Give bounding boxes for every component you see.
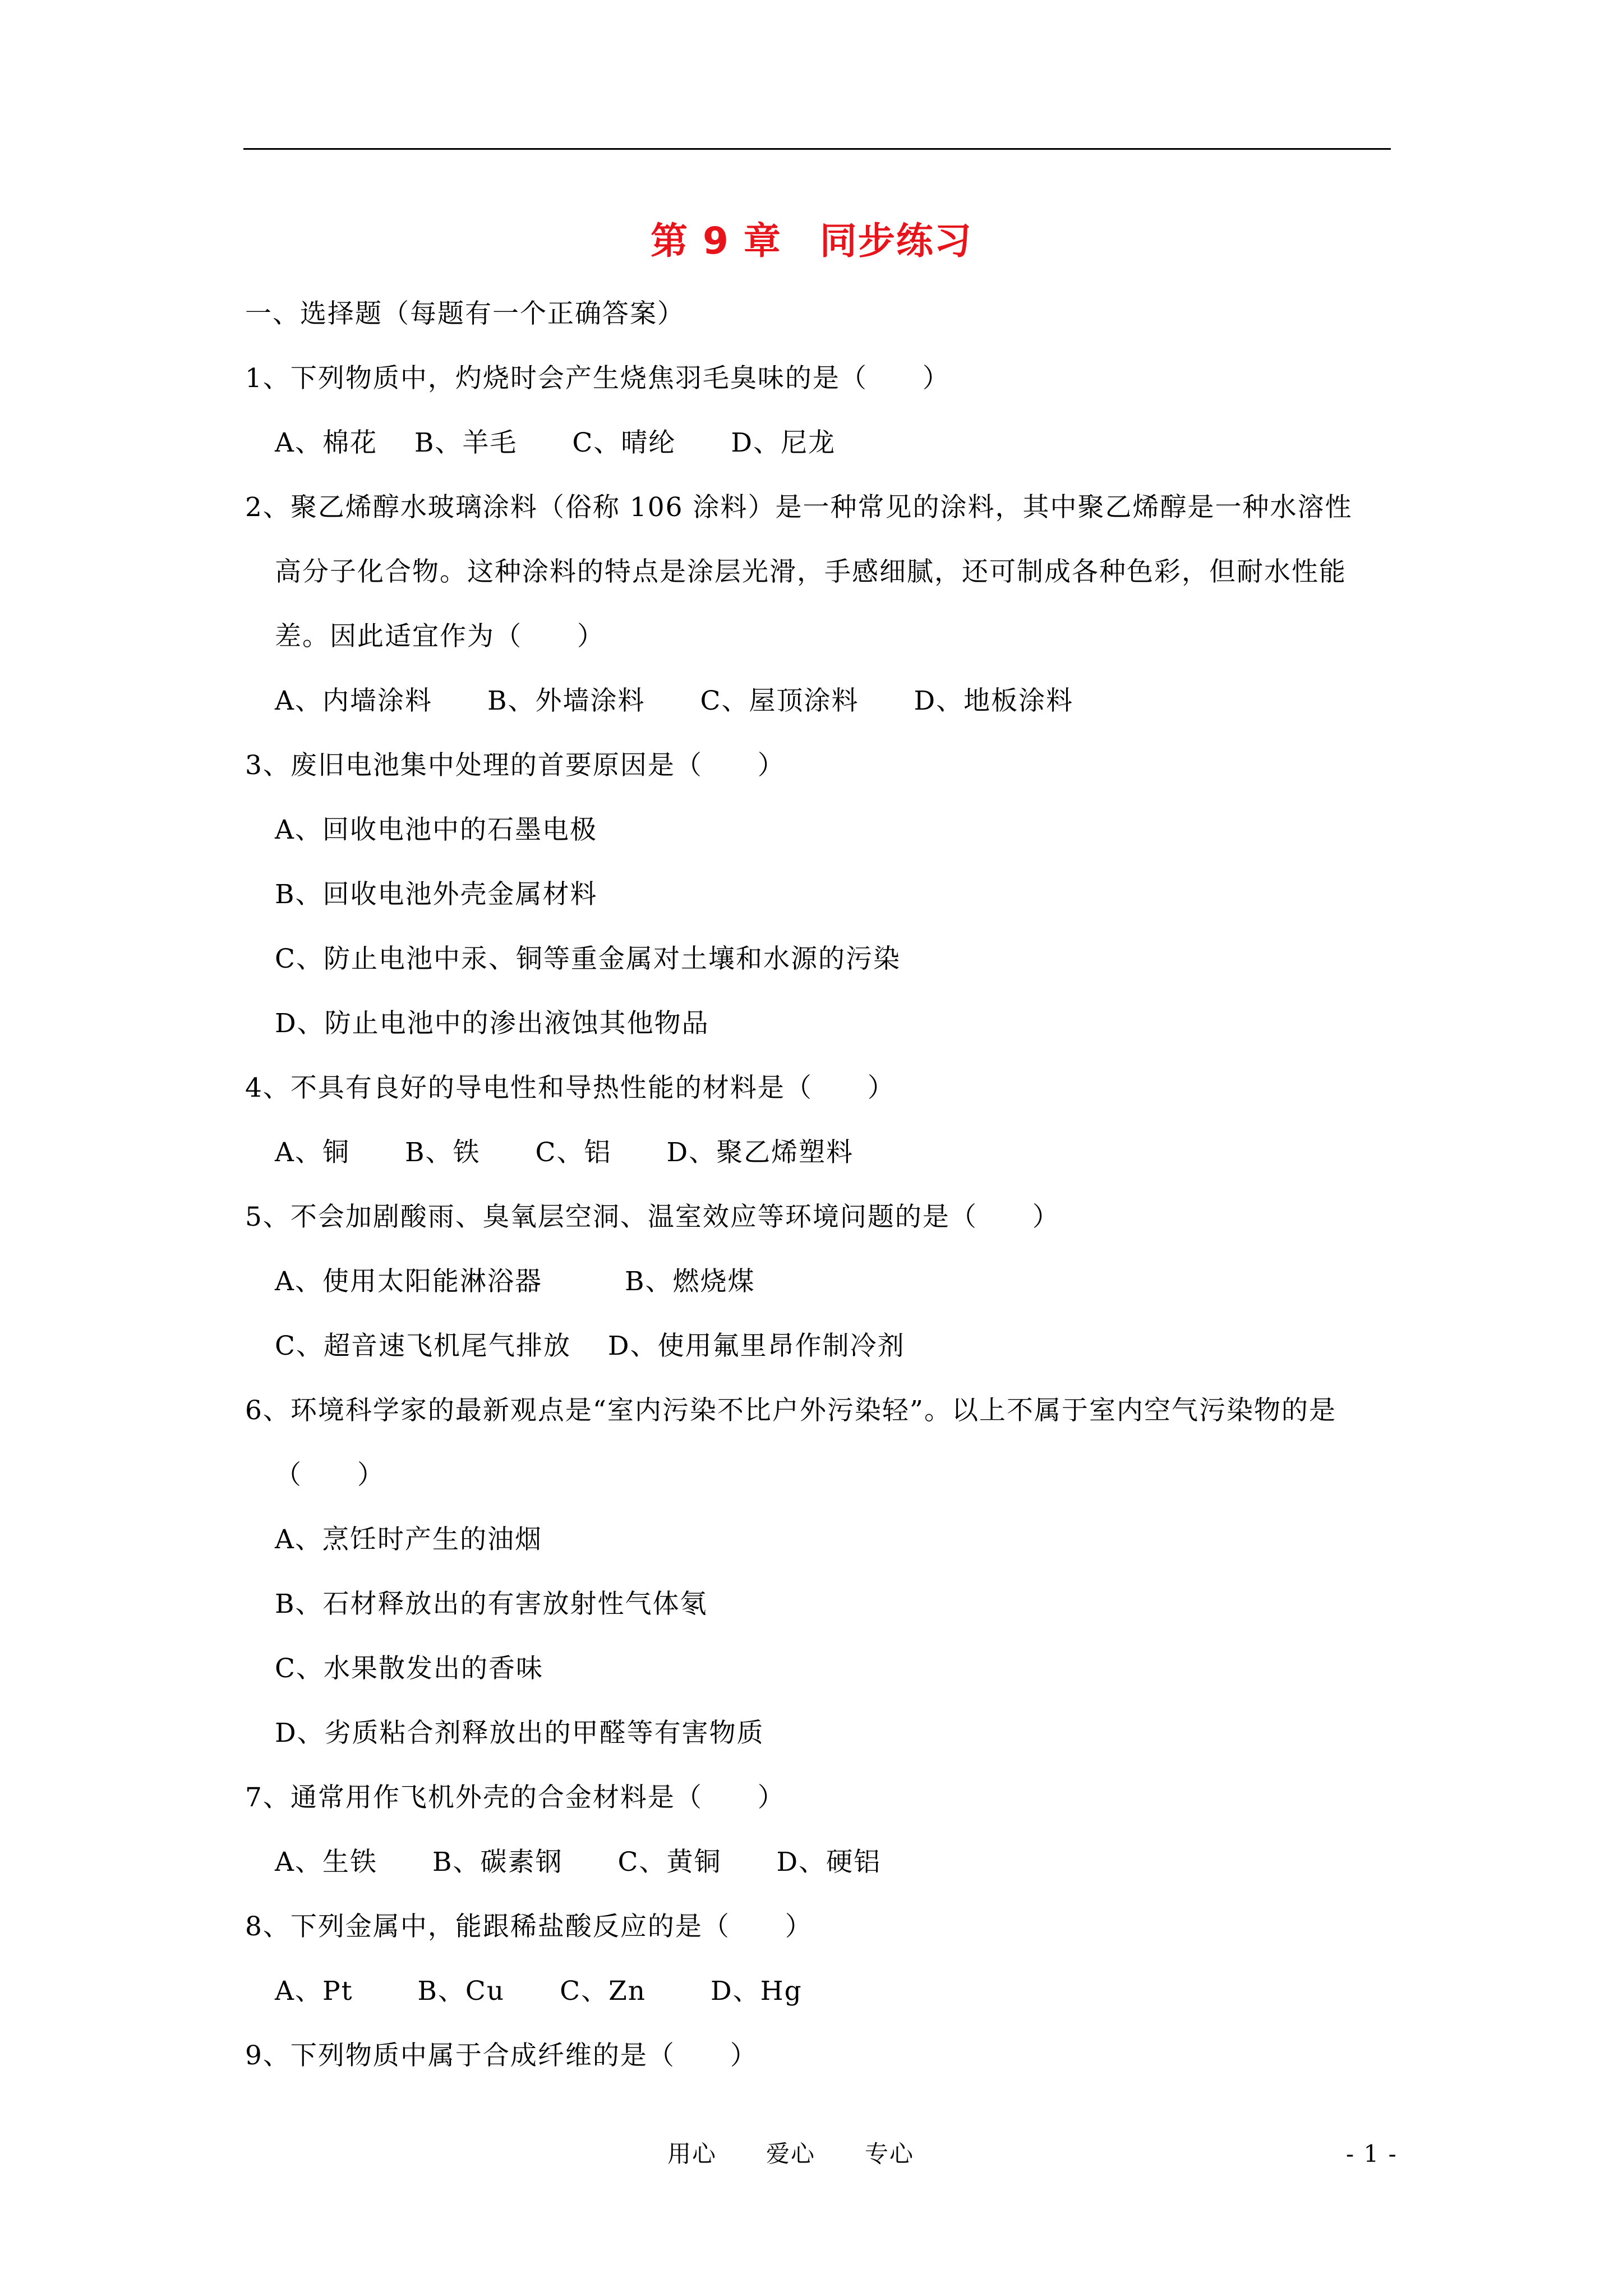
question-7: 7、通常用作飞机外壳的合金材料是（ ） (245, 1782, 785, 1813)
question-5-options-row-1: A、使用太阳能淋浴器 B、燃烧煤 (275, 1266, 755, 1297)
question-5: 5、不会加剧酸雨、臭氧层空洞、温室效应等环境问题的是（ ） (245, 1202, 1060, 1232)
question-9: 9、下列物质中属于合成纤维的是（ ） (245, 2040, 758, 2071)
question-7-options: A、生铁 B、碳素钢 C、黄铜 D、硬铝 (275, 1847, 882, 1878)
question-5-options-row-2: C、超音速飞机尾气排放 D、使用氟里昂作制冷剂 (275, 1331, 905, 1361)
question-3-option-d: D、防止电池中的渗出液蚀其他物品 (275, 1008, 709, 1039)
question-2-line-3: 差。因此适宜作为（ ） (275, 621, 605, 652)
question-4: 4、不具有良好的导电性和导热性能的材料是（ ） (245, 1073, 895, 1103)
question-3-option-a: A、回收电池中的石墨电极 (275, 815, 597, 845)
question-3: 3、废旧电池集中处理的首要原因是（ ） (245, 750, 785, 781)
question-2-line-2: 高分子化合物。这种涂料的特点是涂层光滑，手感细腻，还可制成各种色彩，但耐水性能 (275, 556, 1347, 587)
section-heading: 一、选择题（每题有一个正确答案） (245, 298, 685, 329)
question-3-option-b: B、回收电池外壳金属材料 (275, 879, 598, 910)
question-2-line-1: 2、聚乙烯醇水玻璃涂料（俗称 106 涂料）是一种常见的涂料，其中聚乙烯醇是一种水溶性 (245, 492, 1353, 523)
question-8: 8、下列金属中，能跟稀盐酸反应的是（ ） (245, 1911, 813, 1942)
page-title: 第 9 章 同步练习 (651, 219, 972, 263)
question-1: 1、下列物质中，灼烧时会产生烧焦羽毛臭味的是（ ） (245, 363, 950, 394)
question-2-options: A、内墙涂料 B、外墙涂料 C、屋顶涂料 D、地板涂料 (275, 685, 1074, 716)
question-3-option-c: C、防止电池中汞、铜等重金属对土壤和水源的污染 (275, 944, 901, 974)
header-rule (243, 148, 1391, 150)
question-6-option-d: D、劣质粘合剂释放出的甲醛等有害物质 (275, 1718, 764, 1749)
question-6-option-b: B、石材释放出的有害放射性气体氡 (275, 1589, 708, 1619)
question-8-options: A、Pt B、Cu C、Zn D、Hg (275, 1976, 803, 2007)
question-6-option-c: C、水果散发出的香味 (275, 1653, 543, 1684)
page-number: - 1 - (1346, 2140, 1398, 2168)
question-6-option-a: A、烹饪时产生的油烟 (275, 1524, 542, 1555)
question-1-options: A、棉花 B、羊毛 C、晴纶 D、尼龙 (275, 427, 836, 458)
question-4-options: A、铜 B、铁 C、铝 D、聚乙烯塑料 (275, 1137, 854, 1168)
question-6-line-2: （ ） (275, 1460, 385, 1490)
question-6-line-1: 6、环境科学家的最新观点是“室内污染不比户外污染轻”。以上不属于室内空气污染物的是 (245, 1395, 1336, 1426)
footer-motto: 用心 爱心 专心 (667, 2140, 915, 2168)
